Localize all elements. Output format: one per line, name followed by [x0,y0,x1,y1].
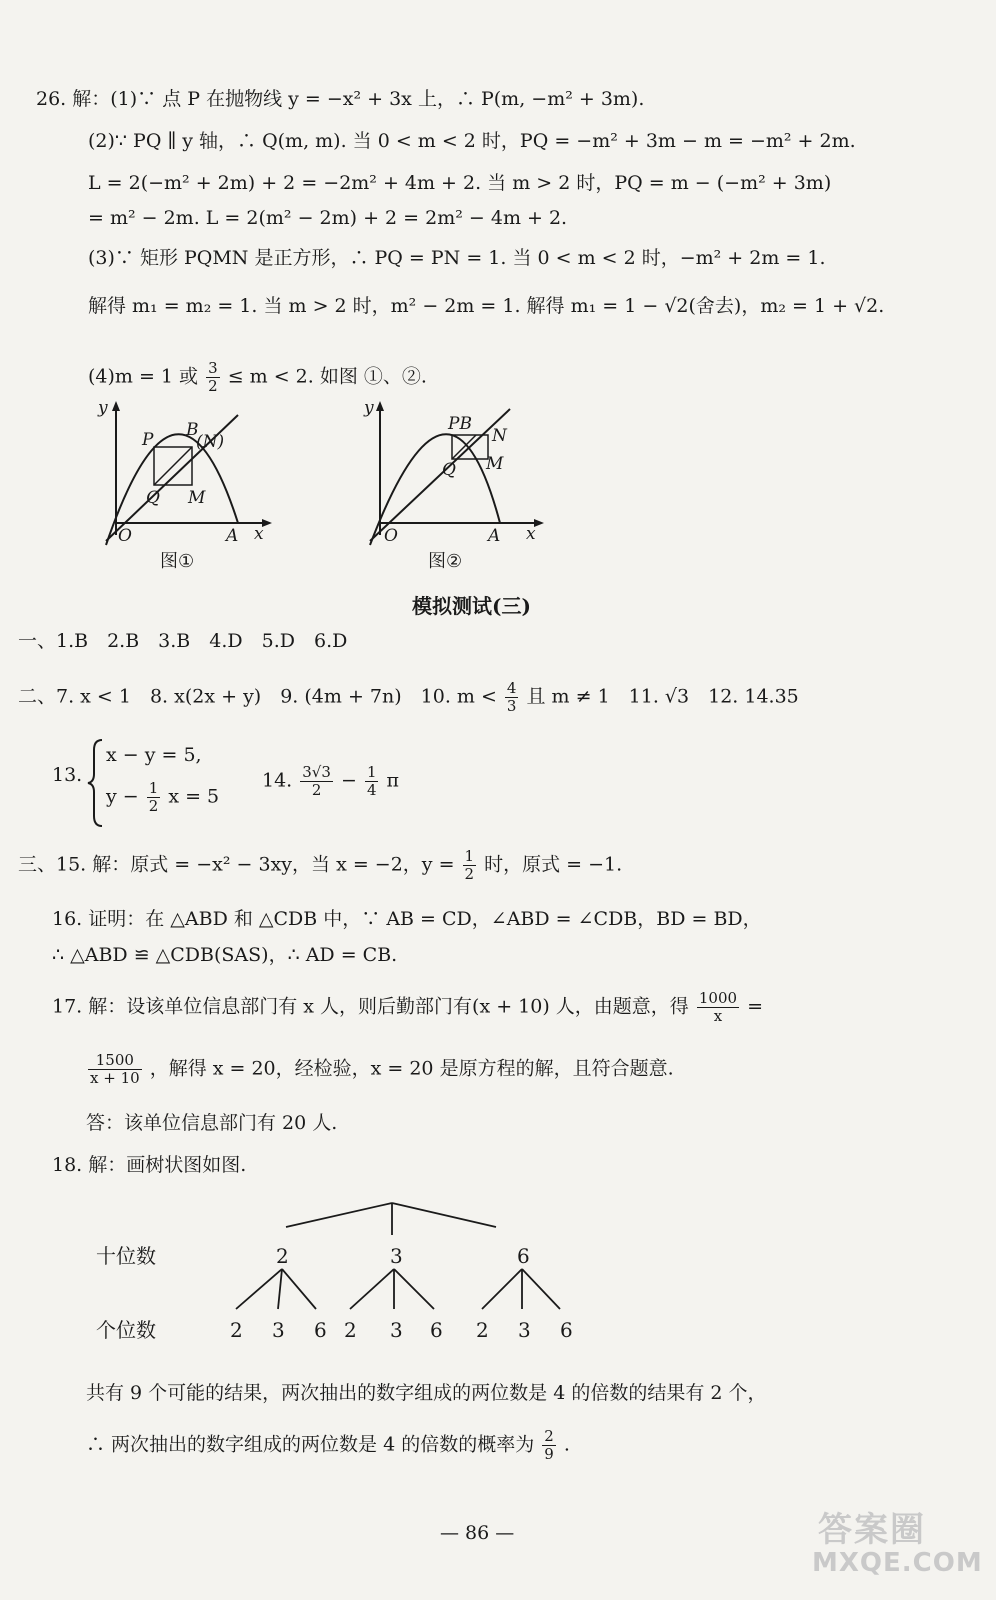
part2-suffix: 且 m ≠ 1 11. √3 12. 14.35 [526,685,799,708]
q18-line2: 共有 9 个可能的结果，两次抽出的数字组成的两位数是 4 的倍数的结果有 2 个， [86,1382,767,1404]
fig1-m: M [188,488,206,508]
frac-den: x [713,1007,723,1025]
frac-num: 3 [208,359,218,377]
q13-label: 13. [52,764,83,786]
q17-text2: ，解得 x = 20，经检验，x = 20 是原方程的解，且符合题意. [149,1057,674,1080]
frac-den: 2 [208,377,218,395]
part2-answers [18,680,799,715]
section-title: 模拟测试(三) [412,594,531,618]
system-brace [86,738,106,828]
ones-digit-label: 个位数 [96,1318,156,1342]
fig1-b: B [186,420,199,440]
q18-period: . [563,1433,570,1456]
ones-digit: 2 [344,1318,357,1342]
q15-suffix: 时，原式 = −1. [484,853,623,876]
q17-equals: = [747,995,764,1018]
q14-label: 14. [262,769,293,792]
frac-num: 1 [464,847,475,865]
tens-digit-6: 6 [517,1244,530,1268]
frac-den: 3 [506,697,517,715]
fraction-2-9 [542,1428,556,1463]
q26-line2: (2)∵ PQ ∥ y 轴，∴ Q(m, m). 当 0 < m < 2 时，PQ = −m² + 3m − m = −m² + 2m. [88,130,856,152]
fig1-n: (N) [196,432,225,452]
fig1-y: y [98,398,108,418]
frac-num: 3√3 [302,763,331,781]
watermark-url: MXQE.COM [812,1548,983,1578]
frac-den: x + 10 [90,1069,140,1087]
q13-eq2 [106,780,219,815]
frac-num: 1500 [88,1052,142,1070]
frac-num: 2 [544,1427,554,1445]
frac-den: 2 [148,797,159,815]
ones-digit: 2 [476,1318,489,1342]
frac-den: 9 [544,1445,554,1463]
part2-prefix: 二、7. x < 1 8. x(2x + y) 9. (4m + 7n) 10. m < [18,685,497,708]
ones-digit: 6 [314,1318,327,1342]
fig2-x: x [526,524,536,544]
fig2-m: M [486,454,504,474]
ones-digit: 6 [430,1318,443,1342]
figure-2 [360,395,560,575]
fraction-1-2 [147,780,161,815]
ones-digit: 3 [390,1318,403,1342]
q16-line1: 16. 证明：在 △ABD 和 △CDB 中，∵ AB = CD，∠ABD = ∠CDB，BD = BD， [52,908,762,930]
ones-digit: 2 [230,1318,243,1342]
fig1-caption: 图① [160,551,195,572]
tens-digit-3: 3 [390,1244,403,1268]
frac-den: 2 [311,781,322,799]
q14-minus: − [340,769,357,792]
q17-line1 [52,990,763,1025]
fraction-1500-x10 [88,1052,142,1087]
q15-answer [18,848,622,883]
ones-digit: 3 [518,1318,531,1342]
fig2-o: O [384,526,398,546]
fig2-y: y [364,398,374,418]
q26-line1: 26. 解：(1)∵ 点 P 在抛物线 y = −x² + 3x 上，∴ P(m, −m² + 3m). [36,88,645,110]
ones-digit: 6 [560,1318,573,1342]
q13-eq1: x − y = 5, [106,744,202,766]
q18-line1: 18. 解：画树状图如图. [52,1154,247,1176]
frac-num: 1 [366,763,377,781]
q15-prefix: 三、15. 解：原式 = −x² − 3xy，当 x = −2，y = [18,853,455,876]
tens-digit-label: 十位数 [96,1244,156,1268]
fraction-4-3 [505,680,519,715]
fraction-3-2 [206,360,220,395]
q26-line5: (3)∵ 矩形 PQMN 是正方形，∴ PQ = PN = 1. 当 0 < m < 2 时，−m² + 2m = 1. [88,247,826,269]
watermark-logo: 答案圈 [818,1510,926,1550]
fig2-q: Q [442,460,456,480]
fig1-o: O [118,526,132,546]
fraction-1-4 [365,764,379,799]
fraction-1000-x [697,990,739,1025]
q13-eq2-suffix: x = 5 [168,785,220,808]
fig1-x: x [254,524,264,544]
frac-num: 1000 [698,989,738,1007]
q18-text3: ∴ 两次抽出的数字组成的两位数是 4 的倍数的概率为 [86,1433,535,1456]
q14-answer [262,764,399,799]
q26-line7 [88,360,427,395]
frac-num: 1 [148,779,159,797]
q17-line3: 答：该单位信息部门有 20 人. [86,1112,338,1134]
frac-num: 4 [506,679,517,697]
figure-1 [88,395,288,575]
y-arrow [376,401,384,411]
q26-line3: L = 2(−m² + 2m) + 2 = −2m² + 4m + 2. 当 m > 2 时，PQ = m − (−m² + 3m) [88,172,832,194]
q26-l7-prefix: (4)m = 1 或 [88,365,199,388]
fig2-caption: 图② [428,551,463,572]
q16-line2: ∴ △ABD ≌ △CDB(SAS)，∴ AD = CB. [52,944,398,966]
fig2-pb: PB [448,414,472,434]
q17-line2 [86,1052,674,1087]
q26-line6: 解得 m₁ = m₂ = 1. 当 m > 2 时，m² − 2m = 1. 解得 m₁ = 1 − √2(舍去)，m₂ = 1 + √2. [88,295,885,317]
q26-l7-suffix: ≤ m < 2. 如图 ①、②. [227,365,427,388]
tens-digit-2: 2 [276,1244,289,1268]
part1-answers: 一、1.B 2.B 3.B 4.D 5.D 6.D [18,630,348,652]
frac-den: 2 [464,865,475,883]
fig2-n: N [492,426,507,446]
q13-eq2-prefix: y − [106,785,139,808]
frac-den: 4 [366,781,377,799]
q14-pi: π [386,769,400,792]
line-y-eq-x [370,409,510,541]
y-arrow [112,401,120,411]
page-number: — 86 — [440,1522,515,1544]
fig2-a: A [488,526,501,546]
q26-line4: = m² − 2m. L = 2(m² − 2m) + 2 = 2m² − 4m + 2. [88,207,568,229]
tree-diagram [200,1195,570,1320]
diagonal [452,435,476,459]
fig1-p: P [142,430,154,450]
diagonal [154,447,192,485]
q18-line3 [86,1428,570,1463]
q17-text1: 17. 解：设该单位信息部门有 x 人，则后勤部门有(x + 10) 人，由题意，得 [52,995,689,1018]
fraction-1-2 [463,848,477,883]
fig1-q: Q [146,488,160,508]
fraction-3sqrt3-2 [300,764,333,799]
ones-digit: 3 [272,1318,285,1342]
fig1-a: A [226,526,239,546]
